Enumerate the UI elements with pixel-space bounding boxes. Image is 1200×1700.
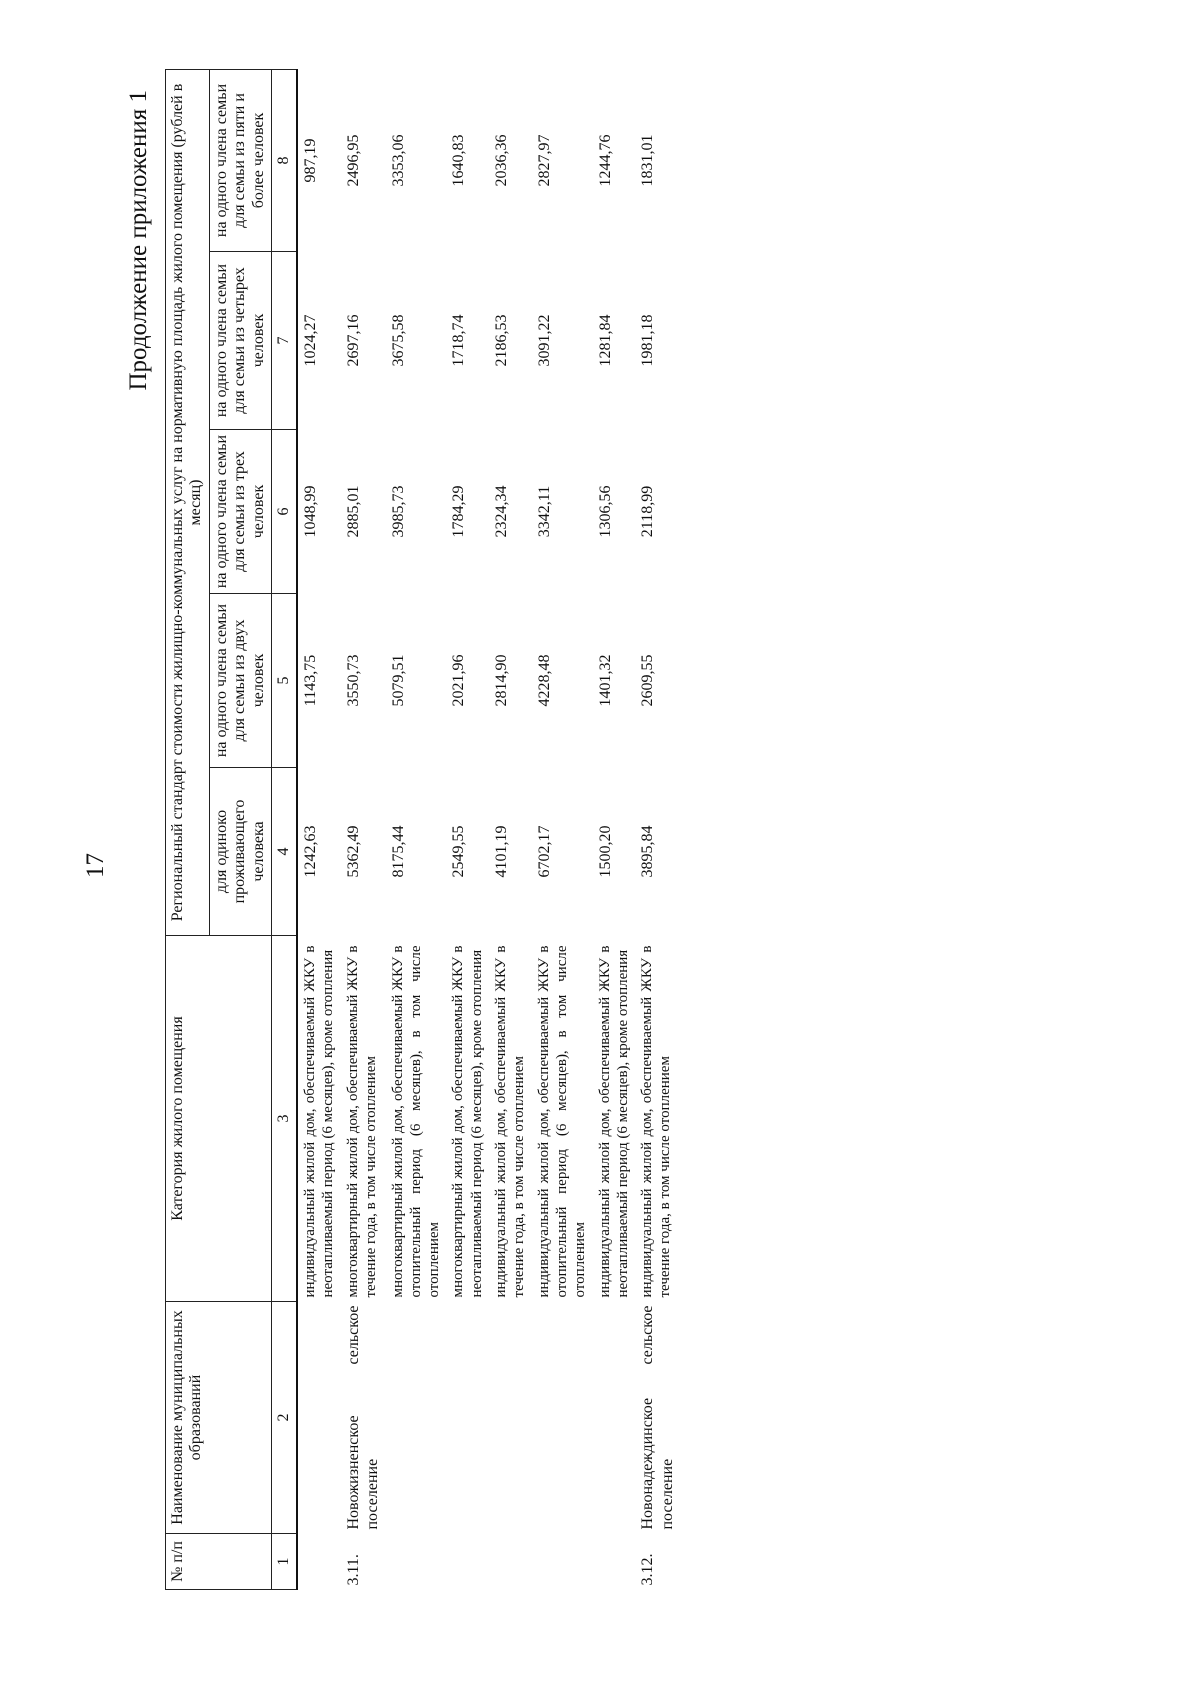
header-standard-group: Региональный стандарт стоимости жилищно-коммунальных услуг на нормативную площадь жилого помещения (рублей в месяц) (166, 69, 210, 935)
value-three: 1784,29 (450, 485, 468, 538)
value-two: 2609,55 (639, 654, 657, 707)
value-two: 4228,48 (535, 654, 553, 707)
value-two: 3550,73 (344, 654, 362, 707)
housing-category: индивидуальный жилой дом, обеспечиваемый ЖКУ в неотапливаемый период (6 месяцев), кроме отопления (596, 945, 631, 1298)
row-number (386, 1534, 447, 1590)
row-number: 3.11. (344, 1554, 362, 1586)
value-five: 987,19 (301, 138, 319, 183)
housing-category: индивидуальный жилой дом, обеспечиваемый ЖКУ в течение года, в том числе отоплением (493, 945, 528, 1298)
value-four: 1024,27 (301, 314, 319, 367)
value-three: 1306,56 (596, 485, 614, 538)
value-three: 3985,73 (389, 485, 407, 538)
value-single: 3895,84 (639, 825, 657, 878)
municipality-name: Новожизненское сельское поселение (344, 1305, 382, 1530)
value-single: 4101,19 (493, 825, 511, 878)
row-number: 3.12. (639, 1553, 657, 1586)
value-four: 2186,53 (493, 314, 511, 367)
municipality-name (446, 1302, 489, 1534)
table-row (532, 69, 593, 1589)
page-number: 17 (82, 853, 109, 878)
table-row (341, 69, 386, 1589)
value-three: 2118,99 (639, 485, 657, 538)
value-five: 2496,95 (344, 134, 362, 187)
value-five: 2036,36 (493, 134, 511, 187)
table-row (489, 69, 532, 1589)
value-five: 1244,76 (596, 134, 614, 187)
housing-category: многоквартирный жилой дом, обеспечиваемый ЖКУ в неотапливаемый период (6 месяцев), кроме отопления (450, 945, 485, 1298)
value-four: 3091,22 (535, 314, 553, 367)
municipality-name (489, 1302, 532, 1534)
row-number (446, 1534, 489, 1590)
table-row (635, 69, 680, 1589)
column-number: 3 (271, 936, 297, 1302)
value-two: 1401,32 (596, 654, 614, 707)
header-five: на одного члена семьи для семьи из пяти и более человек (209, 69, 271, 251)
value-four: 1718,74 (450, 314, 468, 367)
value-three: 2324,34 (493, 485, 511, 538)
value-five: 1640,83 (450, 134, 468, 187)
column-number: 7 (271, 252, 297, 430)
header-two: на одного члена семьи для семьи из двух человек (209, 594, 271, 768)
municipality-name (386, 1302, 447, 1534)
value-single: 6702,17 (535, 825, 553, 878)
value-two: 1143,75 (301, 654, 319, 707)
value-five: 3353,06 (389, 134, 407, 187)
row-number (489, 1534, 532, 1590)
value-four: 3675,58 (389, 314, 407, 367)
value-five: 1831,01 (639, 134, 657, 187)
column-number: 1 (271, 1534, 297, 1590)
housing-category: многоквартирный жилой дом, обеспечиваемый ЖКУ в отопительный период (6 месяцев), в том числе отоплением (389, 945, 443, 1298)
table-row (593, 69, 636, 1589)
table-row (446, 69, 489, 1589)
header-three: на одного члена семьи для семьи из трех человек (209, 430, 271, 594)
column-number: 5 (271, 594, 297, 768)
value-two: 2814,90 (493, 654, 511, 707)
column-number: 6 (271, 430, 297, 594)
header-single: для одиноко проживающего человека (209, 768, 271, 936)
value-two: 2021,96 (450, 654, 468, 707)
value-four: 2697,16 (344, 314, 362, 367)
municipality-name (532, 1302, 593, 1534)
continuation-title: Продолжение приложения 1 (125, 90, 152, 391)
header-row-1 (166, 69, 210, 1589)
column-number-row (271, 69, 297, 1589)
value-three: 1048,99 (301, 485, 319, 538)
value-single: 2549,55 (450, 825, 468, 878)
value-five: 2827,97 (535, 134, 553, 187)
tariff-table (165, 69, 680, 1590)
value-three: 2885,01 (344, 485, 362, 538)
column-number: 8 (271, 69, 297, 251)
housing-category: индивидуальный жилой дом, обеспечиваемый ЖКУ в отопительный период (6 месяцев), в том числе отоплением (535, 945, 589, 1298)
value-four: 1281,84 (596, 314, 614, 367)
municipality-name (297, 1302, 341, 1534)
municipality-name (593, 1302, 636, 1534)
header-category: Категория жилого помещения (166, 936, 272, 1302)
value-four: 1981,18 (639, 314, 657, 367)
value-three: 3342,11 (535, 485, 553, 538)
value-single: 8175,44 (389, 825, 407, 878)
value-single: 1242,63 (301, 825, 319, 878)
header-four: на одного члена семьи для семьи из четырех человек (209, 252, 271, 430)
column-number: 2 (271, 1302, 297, 1534)
value-two: 5079,51 (389, 654, 407, 707)
municipality-name: Новонадеждинское сельское поселение (639, 1305, 676, 1530)
value-single: 5362,49 (344, 825, 362, 878)
value-single: 1500,20 (596, 825, 614, 878)
column-number: 4 (271, 768, 297, 936)
table-row (297, 69, 341, 1589)
header-num: № п/п (166, 1534, 272, 1590)
row-number (593, 1534, 636, 1590)
housing-category: индивидуальный жилой дом, обеспечиваемый ЖКУ в неотапливаемый период (6 месяцев), кроме отопления (301, 945, 337, 1298)
table-row (386, 69, 447, 1589)
housing-category: многоквартирный жилой дом, обеспечиваемый ЖКУ в течение года, в том числе отоплением (344, 945, 379, 1298)
housing-category: индивидуальный жилой дом, обеспечиваемый ЖКУ в течение года, в том числе отоплением (639, 945, 674, 1298)
row-number (297, 1534, 341, 1590)
row-number (532, 1534, 593, 1590)
header-municipality: Наименование муниципальных образований (166, 1302, 272, 1534)
